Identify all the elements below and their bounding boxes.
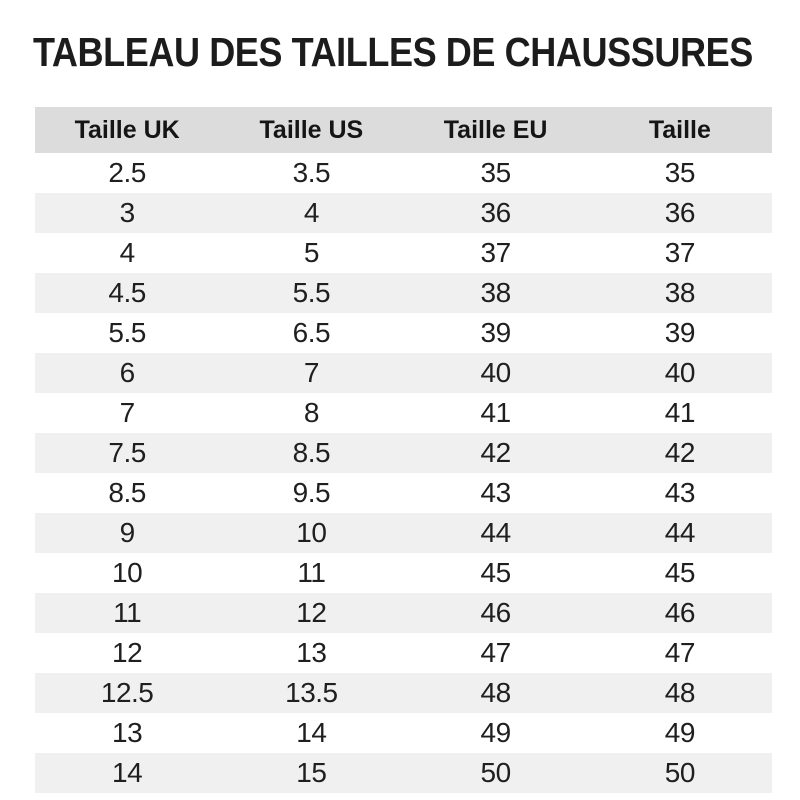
table-cell: 35	[664, 157, 695, 189]
table-cell: 10	[112, 557, 143, 589]
table-cell: 10	[296, 517, 327, 549]
size-table-header	[35, 107, 772, 153]
table-row	[35, 153, 772, 193]
table-cell: 2.5	[108, 157, 146, 189]
table-cell: 49	[664, 717, 695, 749]
table-cell: 6	[119, 357, 135, 389]
table-cell: 38	[480, 277, 511, 309]
table-cell: 11	[297, 557, 326, 589]
table-cell: 13	[296, 637, 327, 669]
table-row	[35, 193, 772, 233]
table-cell: 8.5	[292, 437, 331, 469]
table-cell: 44	[664, 517, 695, 549]
table-cell: 48	[480, 677, 511, 709]
table-cell: 46	[480, 597, 511, 629]
header-cell: Taille	[588, 107, 772, 153]
table-cell: 7.5	[108, 437, 146, 469]
size-chart-page	[0, 30, 800, 800]
table-cell: 40	[664, 357, 695, 389]
table-cell: 43	[664, 477, 695, 509]
table-cell: 14	[296, 717, 327, 749]
table-cell: 42	[480, 437, 511, 469]
table-cell: 5	[303, 237, 319, 269]
table-cell: 45	[664, 557, 695, 589]
table-cell: 4.5	[108, 277, 146, 309]
table-row	[35, 433, 772, 473]
table-cell: 43	[480, 477, 511, 509]
table-row	[35, 393, 772, 433]
table-cell: 39	[480, 317, 511, 349]
table-cell: 46	[664, 597, 695, 629]
table-cell: 50	[664, 757, 695, 789]
table-row	[35, 273, 772, 313]
table-cell: 41	[664, 397, 695, 429]
table-cell: 37	[664, 237, 695, 269]
table-cell: 48	[664, 677, 695, 709]
table-cell: 9	[119, 517, 135, 549]
table-cell: 12	[296, 597, 327, 629]
table-row	[35, 553, 772, 593]
table-cell: 42	[664, 437, 695, 469]
table-row	[35, 513, 772, 553]
table-cell: 3.5	[292, 157, 331, 189]
table-cell: 3	[119, 197, 135, 229]
table-row	[35, 673, 772, 713]
table-cell: 8.5	[108, 477, 146, 509]
table-cell: 12.5	[100, 677, 154, 709]
table-row	[35, 313, 772, 353]
table-cell: 14	[112, 757, 143, 789]
table-cell: 40	[480, 357, 511, 389]
table-cell: 13	[112, 717, 143, 749]
table-cell: 9.5	[292, 477, 331, 509]
table-cell: 47	[480, 637, 511, 669]
header-cell: Taille EU	[404, 107, 588, 153]
table-cell: 5.5	[108, 317, 146, 349]
table-cell: 36	[480, 197, 511, 229]
table-cell: 44	[480, 517, 511, 549]
table-cell: 47	[664, 637, 695, 669]
table-row	[35, 593, 772, 633]
table-cell: 50	[480, 757, 511, 789]
table-cell: 15	[296, 757, 327, 789]
page-title: TABLEAU DES TAILLES DE CHAUSSURES	[33, 29, 753, 75]
table-row	[35, 753, 772, 793]
table-cell: 37	[480, 237, 511, 269]
table-cell: 11	[113, 597, 142, 629]
table-cell: 8	[303, 397, 319, 429]
table-cell: 49	[480, 717, 511, 749]
table-cell: 6.5	[292, 317, 331, 349]
size-table-body	[35, 153, 772, 793]
header-cell: Taille UK	[35, 107, 219, 153]
table-cell: 7	[119, 397, 135, 429]
table-cell: 41	[480, 397, 511, 429]
table-cell: 39	[664, 317, 695, 349]
table-cell: 4	[119, 237, 135, 269]
header-row	[35, 107, 772, 153]
table-cell: 12	[112, 637, 143, 669]
table-cell: 13.5	[285, 677, 338, 709]
size-conversion-table	[35, 107, 772, 793]
table-row	[35, 233, 772, 273]
table-cell: 45	[480, 557, 511, 589]
table-cell: 36	[664, 197, 695, 229]
header-cell: Taille US	[219, 107, 403, 153]
table-row	[35, 353, 772, 393]
table-row	[35, 633, 772, 673]
table-row	[35, 713, 772, 753]
table-row	[35, 473, 772, 513]
table-cell: 35	[480, 157, 511, 189]
table-cell: 7	[303, 357, 319, 389]
table-cell: 4	[303, 197, 319, 229]
table-cell: 5.5	[292, 277, 331, 309]
table-cell: 38	[664, 277, 695, 309]
